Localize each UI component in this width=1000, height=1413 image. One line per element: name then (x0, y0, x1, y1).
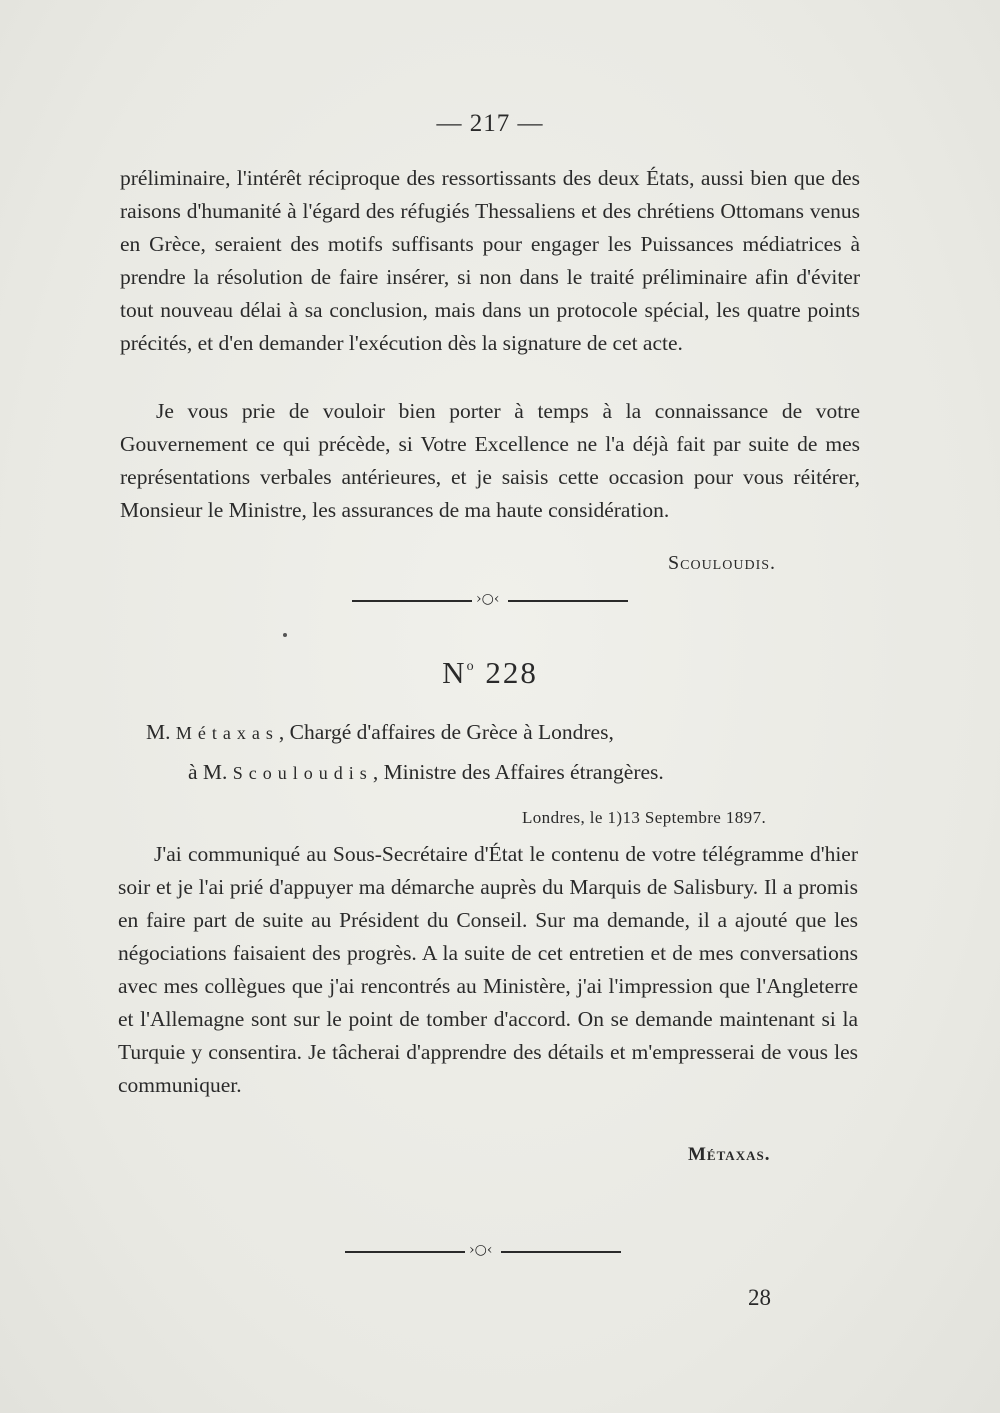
document-number-value: 228 (485, 655, 538, 690)
dateline: Londres, le 1)13 Septembre 1897. (522, 808, 767, 827)
letter1-signature: Scouloudis. (668, 552, 777, 574)
sender-title: , Chargé d'affaires de Grèce à Londres, (278, 720, 614, 744)
letter2-signature: Métaxas. (688, 1144, 771, 1165)
divider-ornament: ›○‹ (469, 1242, 493, 1258)
letter1-paragraph2-text: Je vous prie de vouloir bien porter à temps à la connaissance de votre Gouvernement ce qui précède, si Votre Excellence ne l'a déjà fait par suite de mes représentations verbales antérieures, et je saisis cette occasion pour vous réitérer, Monsieur le Ministre, les assurances de ma haute considération. (120, 399, 860, 522)
section-divider (345, 1242, 621, 1258)
section-divider (352, 591, 628, 607)
divider-line-left (345, 1251, 465, 1253)
page-number: — 217 — (436, 110, 544, 137)
document-number-sup: o (466, 659, 476, 674)
document-number-prefix: N (442, 655, 467, 690)
letter1-paragraph1 (120, 162, 860, 360)
recipient-prefix: à M. (188, 760, 228, 784)
letter2-body (118, 838, 858, 1102)
divider-ornament: ›○‹ (476, 591, 500, 607)
sender-prefix: M. (146, 720, 171, 744)
recipient-line (188, 760, 664, 785)
recipient-name: Scouloudis (232, 763, 373, 783)
divider-line-right (508, 600, 628, 602)
letter2-body-text: J'ai communiqué au Sous-Secrétaire d'État le contenu de votre télégramme d'hier soir et je l'ai prié d'appuyer ma démarche auprès du Marquis de Salisbury. Il a promis en faire part de suite au Président du Conseil. Sur ma demande, il a ajouté que les négociations faisaient des progrès. A la suite de cet entretien et de mes conversations avec mes collègues que j'ai rencontrés au Ministère, j'ai l'impression que l'Angleterre et l'Allemagne sont sur le point de tomber d'accord. On se demande maintenant si la Turquie y consentira. Je tâcherai d'apprendre des détails et m'empresserai de vous les communiquer. (118, 842, 858, 1097)
ink-speck (283, 633, 287, 637)
divider-line-right (501, 1251, 621, 1253)
letter1-paragraph1-text: préliminaire, l'intérêt réciproque des ressortissants des deux États, aussi bien que des raisons d'humanité à l'égard des réfugiés Thessaliens et des chrétiens Ottomans venus en Grèce, seraient des motifs suffisants pour engager les Puissances médiatrices à prendre la résolution de faire insérer, si non dans le traité préliminaire afin d'éviter tout nouveau délai à sa conclusion, mais dans un protocole spécial, les quatre points précités, et d'en demander l'exécution dès la signature de cet acte. (120, 166, 860, 355)
sender-line (146, 720, 614, 745)
sender-name: Métaxas (175, 723, 279, 743)
recipient-title: , Ministre des Affaires étrangères. (372, 760, 664, 784)
document-number (0, 655, 980, 691)
letter1-paragraph2 (120, 395, 860, 527)
divider-line-left (352, 600, 472, 602)
folio-signature-mark: 28 (748, 1285, 771, 1310)
